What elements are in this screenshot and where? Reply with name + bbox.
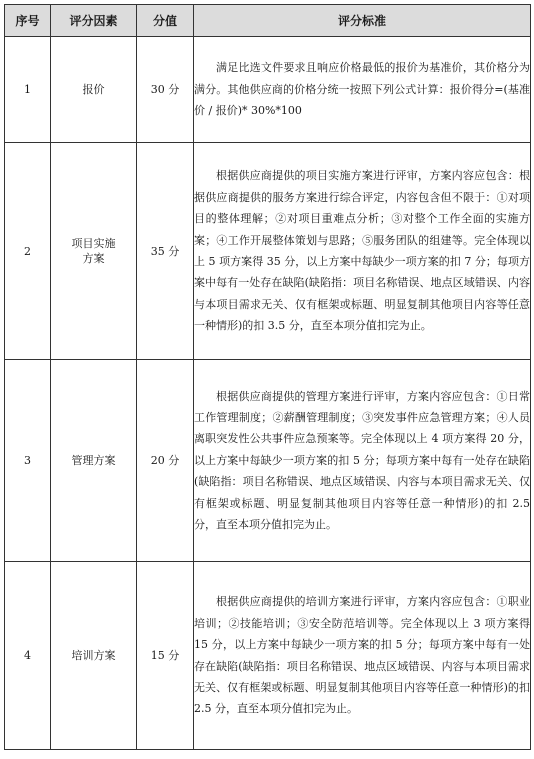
row-score: 35 分 xyxy=(137,143,194,360)
row-no: 4 xyxy=(5,562,51,750)
row-criteria: 满足比选文件要求且响应价格最低的报价为基准价，其价格分为满分。其他供应商的价格分统一按照下列公式计算：报价得分=(基准价 / 报价)* 30%*100 xyxy=(194,37,531,143)
table-row xyxy=(5,360,531,562)
table-row xyxy=(5,562,531,750)
row-score: 15 分 xyxy=(137,562,194,750)
row-criteria: 根据供应商提供的管理方案进行评审，方案内容应包含：①日常工作管理制度；②薪酬管理制度；③突发事件应急管理方案；④人员离职突发性公共事件应急预案等。完全体现以上 4 项方案得 20 分，以上方案中每缺少一项方案的扣 5 分；每项方案中每有一处存在缺陷(缺陷指：项目名称错误、地点区域错误、内容与本项目需求无关、仅有框架或标题、明显复制其他项目内容等任意一种情形)的扣 2.5 分，直至本项分值扣完为止。 xyxy=(194,360,531,562)
row-criteria: 根据供应商提供的项目实施方案进行评审，方案内容应包含：根据供应商提供的服务方案进行综合评定，内容包含但不限于：①对项目的整体理解；②对项目重难点分析；③对整个工作全面的实施方案；④工作开展整体策划与思路；⑤服务团队的组建等。完全体现以上 5 项方案得 35 分，以上方案中每缺少一项方案的扣 7 分；每项方案中每有一处存在缺陷(缺陷指：项目名称错误、地点区域错误、内容与本项目需求无关、仅有框架或标题、明显复制其他项目内容等任意一种情形)的扣 3.5 分，直至本项分值扣完为止。 xyxy=(194,143,531,360)
row-score: 30 分 xyxy=(137,37,194,143)
row-no: 1 xyxy=(5,37,51,143)
row-score: 20 分 xyxy=(137,360,194,562)
scoring-table xyxy=(4,4,531,750)
header-score: 分值 xyxy=(137,5,194,37)
row-criteria: 根据供应商提供的培训方案进行评审，方案内容应包含：①职业培训；②技能培训；③安全防范培训等。完全体现以上 3 项方案得 15 分，以上方案中每缺少一项方案的扣 5 分；每项方案中每有一处存在缺陷(缺陷指：项目名称错误、地点区域错误、内容与本项目需求无关、仅有框架或标题、明显复制其他项目内容等任意一种情形)的扣 2.5 分，直至本项分值扣完为止。 xyxy=(194,562,531,750)
row-item: 管理方案 xyxy=(51,360,137,562)
row-item: 项目实施方案 xyxy=(51,143,137,360)
header-no: 序号 xyxy=(5,5,51,37)
header-item: 评分因素 xyxy=(51,5,137,37)
row-no: 2 xyxy=(5,143,51,360)
row-item: 培训方案 xyxy=(51,562,137,750)
row-no: 3 xyxy=(5,360,51,562)
table-row xyxy=(5,143,531,360)
header-row xyxy=(5,5,531,37)
table-row xyxy=(5,37,531,143)
row-item: 报价 xyxy=(51,37,137,143)
header-criteria: 评分标准 xyxy=(194,5,531,37)
